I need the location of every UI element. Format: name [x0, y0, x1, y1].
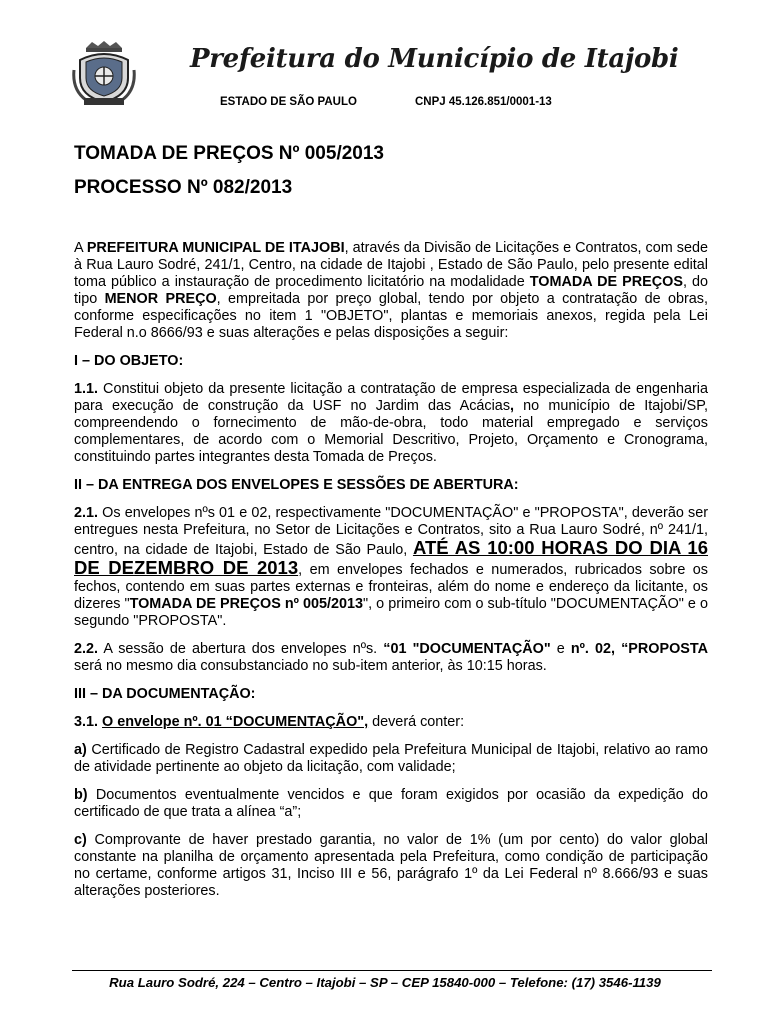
item-c: c) Comprovante de haver prestado garantia, no valor de 1% (um por cento) do valor global constante na planilha de orçamento apresentada pela Prefeitura, como condição de participação no certame, conforme artigos 31, Inciso III e 56, parágrafo 1º da Lei Federal nº 8.666/93 e suas alterações posteriores. — [74, 832, 708, 899]
deadline-text: ATÉ AS 10:00 HORAS DO DIA 16 DE DEZEMBRO DE 2013 — [74, 537, 709, 578]
municipality-title: Prefeitura do Município de Itajobi — [190, 44, 679, 74]
item-b: b) Documentos eventualmente vencidos e que foram exigidos por ocasião da expedição do certificado de que trata a alínea “a”; — [74, 787, 708, 820]
tomada-de-precos-heading: TOMADA DE PREÇOS Nº 005/2013 — [74, 143, 384, 164]
section-objeto-title: I – DO OBJETO: — [74, 353, 184, 369]
municipal-seal-icon — [72, 40, 136, 106]
section-documentacao-title: III – DA DOCUMENTAÇÃO: — [74, 686, 256, 702]
item-a: a) Certificado de Registro Cadastral expedido pela Prefeitura Municipal de Itajobi, relativo ao ramo de atividade pertinente ao objeto da licitação, com validade; — [74, 742, 708, 775]
clause-1-1: 1.1. Constitui objeto da presente licitação a contratação de empresa especializada de engenharia para execução de construção da USF no Jardim das Acácias, no município de Itajobi/SP, compreendendo o fornecimento de mão-de-obra, todo material empregado e serviços complementares, de acordo com o Memorial Descritivo, Projeto, Orçamento e Cronograma, constituindo partes integrantes desta Tomada de Preços. — [74, 381, 708, 465]
clause-3-1: 3.1. O envelope nº. 01 “DOCUMENTAÇÃO", deverá conter: — [74, 714, 465, 730]
footer-address: Rua Lauro Sodré, 224 – Centro – Itajobi – SP – CEP 15840-000 – Telefone: (17) 3546-1139 — [109, 975, 661, 990]
footer-divider — [72, 970, 712, 971]
clause-2-2: 2.2. A sessão de abertura dos envelopes nºs. “01 "DOCUMENTAÇÃO" e nº. 02, “PROPOSTA será no mesmo dia consubstanciado no sub-item anterior, às 10:15 horas. — [74, 641, 708, 674]
section-entrega-title: II – DA ENTREGA DOS ENVELOPES E SESSÕES DE ABERTURA: — [74, 477, 519, 493]
state-name: ESTADO DE SÃO PAULO — [220, 96, 357, 108]
letterhead — [0, 0, 770, 120]
intro-paragraph: A PREFEITURA MUNICIPAL DE ITAJOBI, através da Divisão de Licitações e Contratos, com sede à Rua Lauro Sodré, 241/1, Centro, na cidade de Itajobi , Estado de São Paulo, pelo presente edital toma público a instauração de procedimento licitatório na modalidade TOMADA DE PREÇOS, do tipo MENOR PREÇO, empreitada por preço global, tendo por objeto a contratação de obras, conforme especificações no item 1 "OBJETO", plantas e memoriais anexos, regida pela Lei Federal n.o 8666/93 e suas alterações e pelas disposições a seguir: — [74, 240, 708, 341]
processo-heading: PROCESSO Nº 082/2013 — [74, 177, 293, 198]
cnpj-number: CNPJ 45.126.851/0001-13 — [415, 96, 552, 108]
edital-body — [74, 240, 708, 911]
clause-2-1: 2.1. Os envelopes nºs 01 e 02, respectivamente "DOCUMENTAÇÃO" e "PROPOSTA", deverão ser entregues nesta Prefeitura, no Setor de Licitações e Contratos, sito a Rua Lauro Sodré, nº 241/1, centro, na cidade de Itajobi, Estado de São Paulo, ATÉ AS 10:00 HORAS DO DIA 16 DE DEZEMBRO DE 2013, em envelopes fechados e numerados, rubricados sobre os fechos, contendo em suas partes externas e fronteiras, além do nome e endereço da licitante, os dizeres "TOMADA DE PREÇOS nº 005/2013", o primeiro com o sub-título "DOCUMENTAÇÃO" e o segundo "PROPOSTA". — [74, 505, 709, 629]
